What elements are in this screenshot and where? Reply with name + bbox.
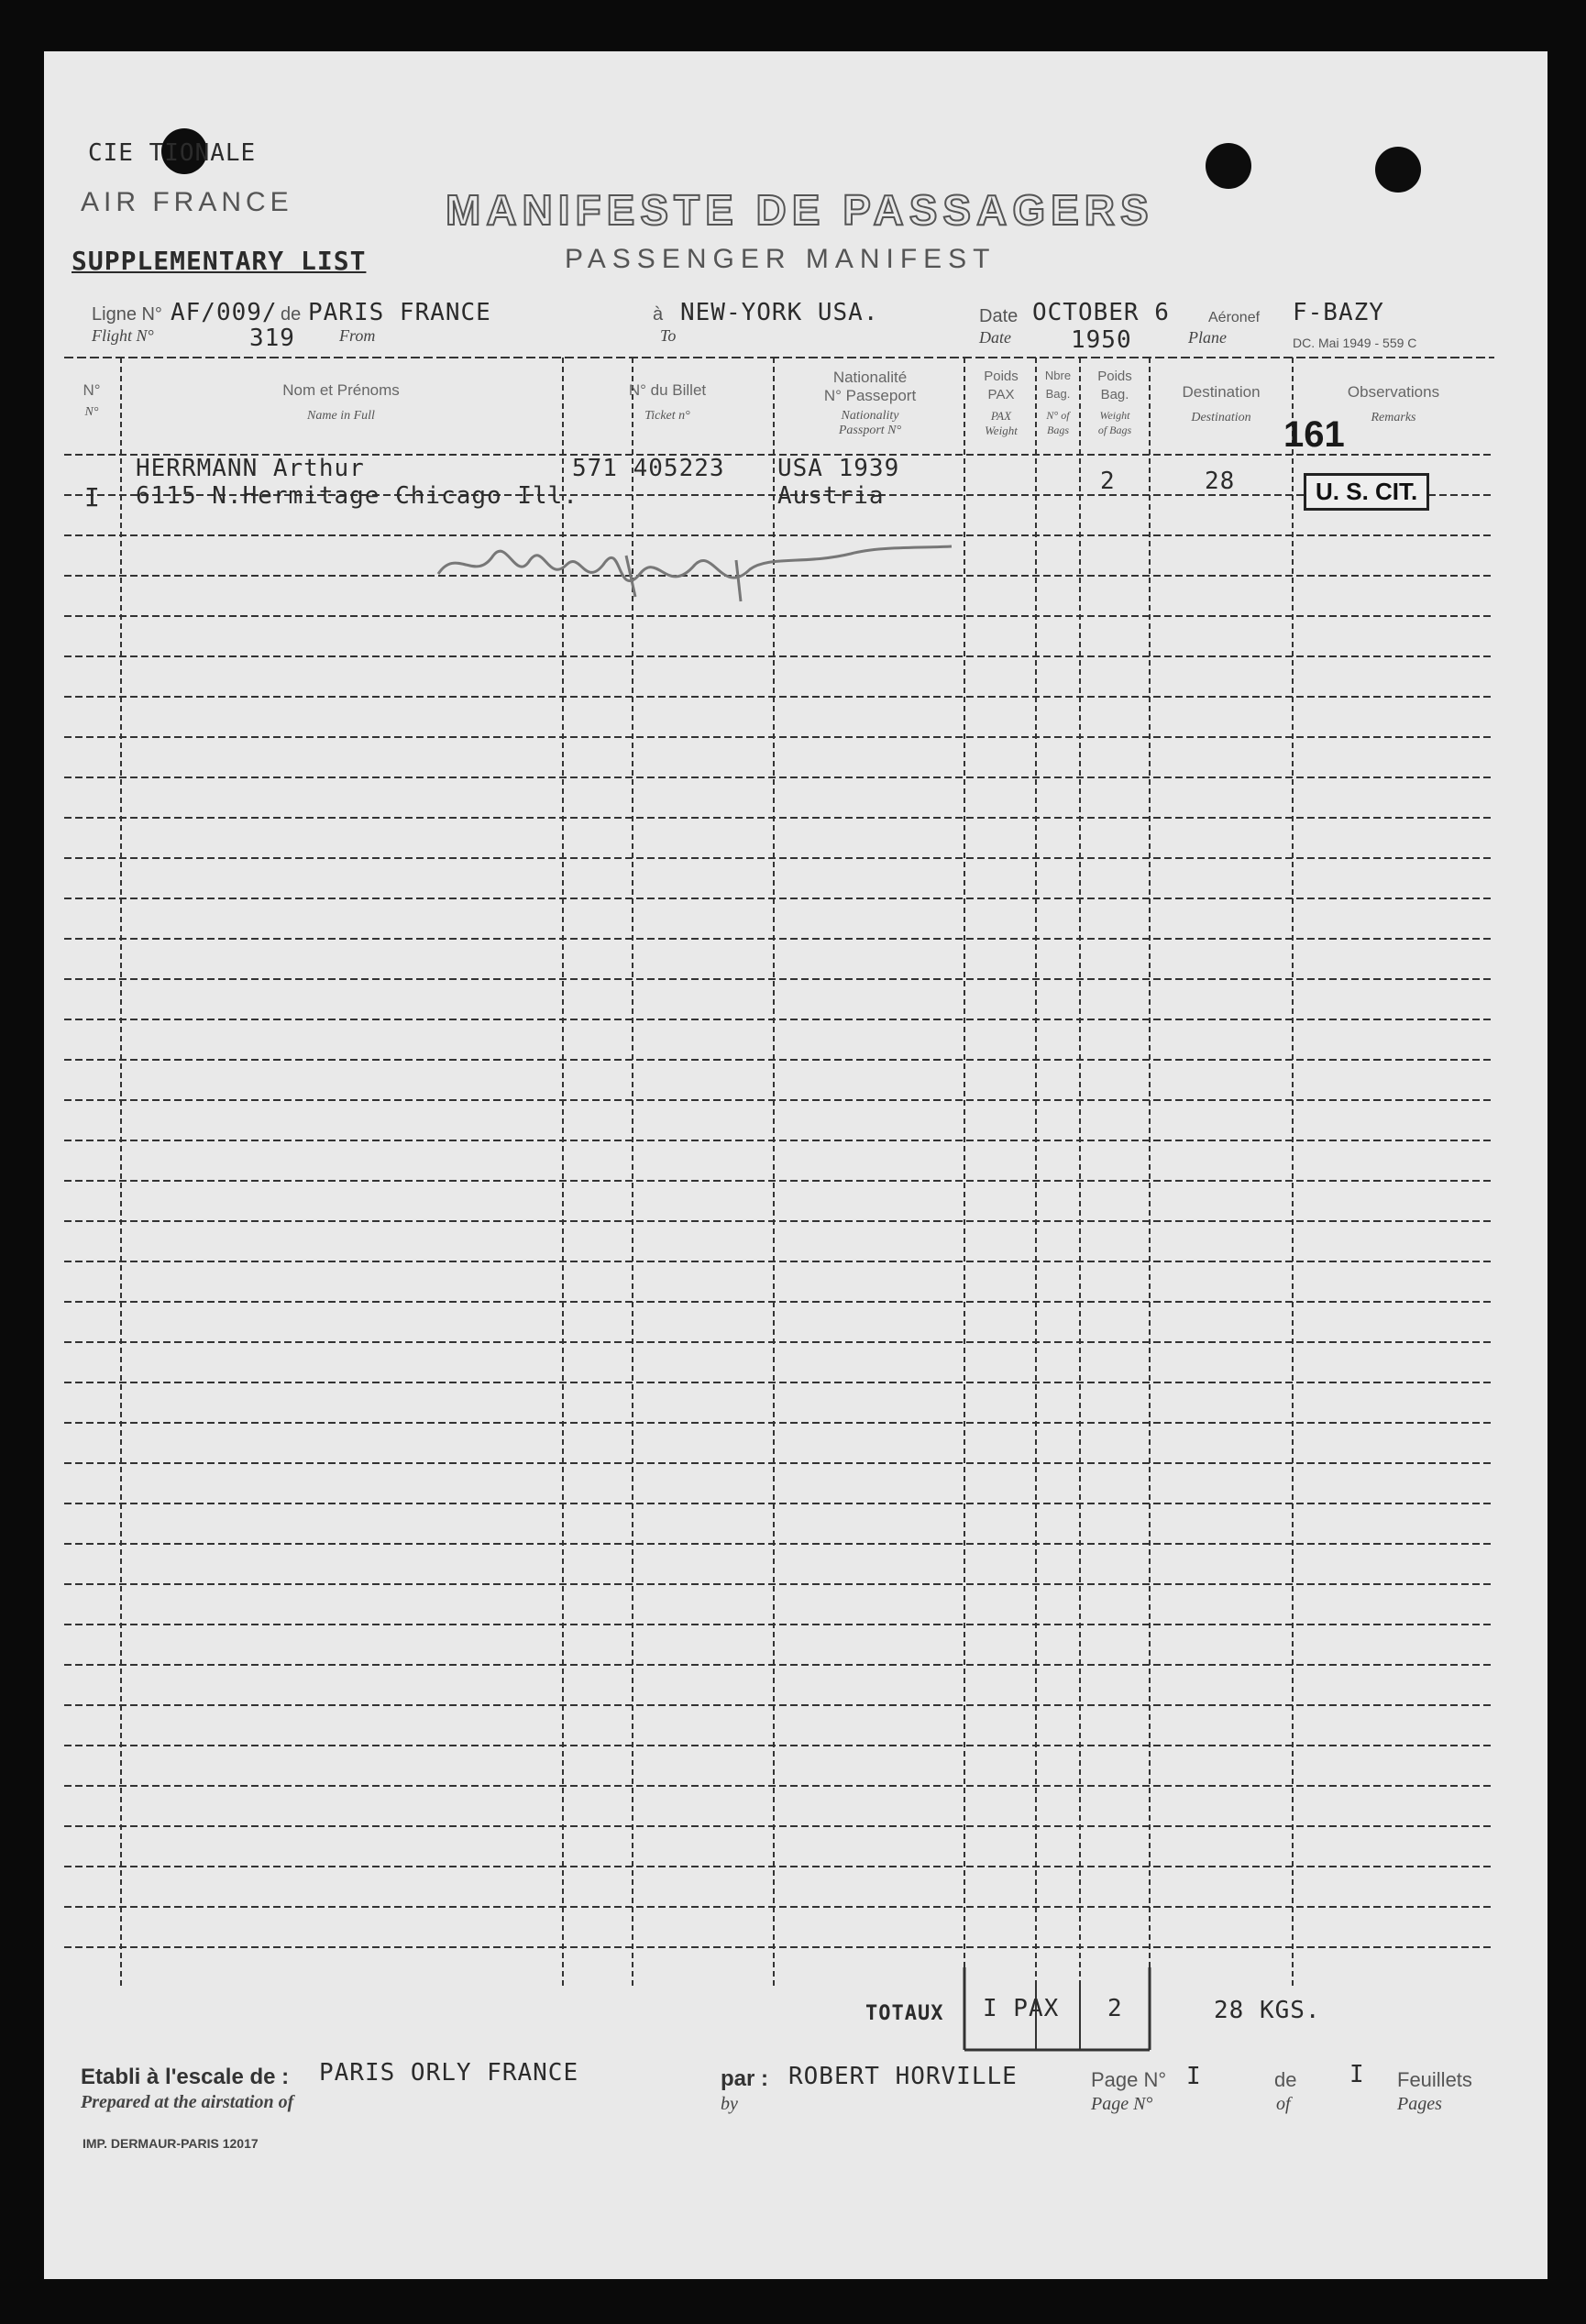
col-weight-fr1: Poids [984,369,1019,384]
form-code: DC. Mai 1949 - 559 C [1293,336,1417,350]
col-ticket-en: Ticket n° [644,409,690,423]
flight-label: Flight N° [92,326,154,345]
col-weight-fr2: PAX [987,387,1015,402]
prepared-by: ROBERT HORVILLE [788,2063,1018,2090]
prepared-station: PARIS ORLY FRANCE [319,2059,579,2087]
col-nationality-en2: Passport N° [838,424,902,437]
company-line1: CIE TIONALE [88,139,257,167]
col-nationality-fr2: N° Passeport [823,387,917,404]
flight-number: 319 [249,325,295,352]
prepared-label-fr: Etabli à l'escale de : [81,2065,290,2089]
ligne-label: Ligne N° [92,304,162,325]
col-observations-en: Remarks [1371,411,1416,424]
col-nationality-fr1: Nationalité [832,369,908,386]
col-nbags-fr1: Nbre [1044,369,1072,382]
page-label-fr: Page N° [1091,2068,1167,2091]
col-bagweight-fr2: Bag. [1100,387,1129,402]
to-label: To [660,326,677,345]
supplementary-list: SUPPLEMENTARY LIST [72,246,367,276]
totals-bags: 2 [1107,1995,1123,2022]
title-french: MANIFESTE DE PASSAGERS [446,186,1154,234]
date-value: OCTOBER 6 [1032,299,1170,326]
of-label-en: of [1276,2094,1291,2114]
page-total: I [1349,2061,1365,2088]
by-label-fr: par : [721,2066,769,2091]
col-nbags-en1: N° of [1046,409,1070,422]
col-weight-en2: Weight [985,424,1018,437]
of-label-fr: de [1274,2068,1297,2091]
ligne-value: AF/009/ [171,299,278,326]
plane-label-fr: Aéronef [1208,310,1261,325]
plane-registration: F-BAZY [1293,299,1384,326]
date-label-fr: Date [979,306,1019,326]
col-name-en: Name in Full [307,409,375,423]
col-nationality-en1: Nationality [841,409,899,423]
col-weight-en1: PAX [990,409,1012,423]
us-citizen-stamp: U. S. CIT. [1304,473,1429,511]
bag-weight: 28 [1205,468,1236,495]
plane-label-en: Plane [1188,328,1227,347]
sheets-label-fr: Feuillets [1397,2068,1472,2091]
prepared-label-en: Prepared at the airstation of [81,2092,294,2112]
totals-label: TOTAUX [865,2002,944,2025]
nationality: USA 1939 [777,455,900,482]
bag-count: 2 [1100,468,1116,495]
col-bagweight-en1: Weight [1099,409,1130,422]
by-label-en: by [721,2094,738,2114]
manifest-sheet [44,51,1547,2279]
passenger-address: 6115 N.Hermitage Chicago Ill. [136,482,578,510]
col-nbags-fr2: Bag. [1045,387,1071,401]
signature [420,510,970,611]
page-number: I [1186,2063,1202,2090]
col-ticket-fr: N° du Billet [628,381,707,399]
col-bagweight-en2: of Bags [1097,424,1132,436]
col-nbags-en2: Bags [1047,424,1069,436]
a-label: à [653,304,664,325]
de-label: de [281,304,302,325]
sheets-label-en: Pages [1397,2094,1442,2114]
totals-weight: 28 KGS. [1214,1997,1321,2024]
company-name: AIR FRANCE [81,187,293,217]
col-destination-fr: Destination [1182,383,1261,401]
printer-imprint: IMP. DERMAUR-PARIS 12017 [83,2136,259,2151]
date-label-en: Date [979,328,1011,347]
to-value: NEW-YORK USA. [680,299,879,326]
col-name-fr: Nom et Prénoms [282,381,400,399]
page-label-en: Page N° [1091,2094,1153,2114]
passenger-number: I [84,482,101,512]
col-bagweight-fr1: Poids [1097,369,1132,384]
totals-pax: I PAX [983,1995,1060,2022]
date-year: 1950 [1071,326,1132,354]
col-no-en: N° [84,405,99,419]
from-value: PARIS FRANCE [308,299,491,326]
title-english: PASSENGER MANIFEST [565,244,997,274]
col-destination-en: Destination [1191,411,1251,424]
ticket-number: 571 405223 [572,455,725,482]
col-no-fr: N° [83,381,101,399]
passport-origin: Austria [777,482,885,510]
col-observations-fr: Observations [1347,383,1440,401]
from-label: From [339,326,376,345]
passenger-name: HERRMANN Arthur [136,455,365,482]
handwritten-number: 161 [1283,414,1345,455]
